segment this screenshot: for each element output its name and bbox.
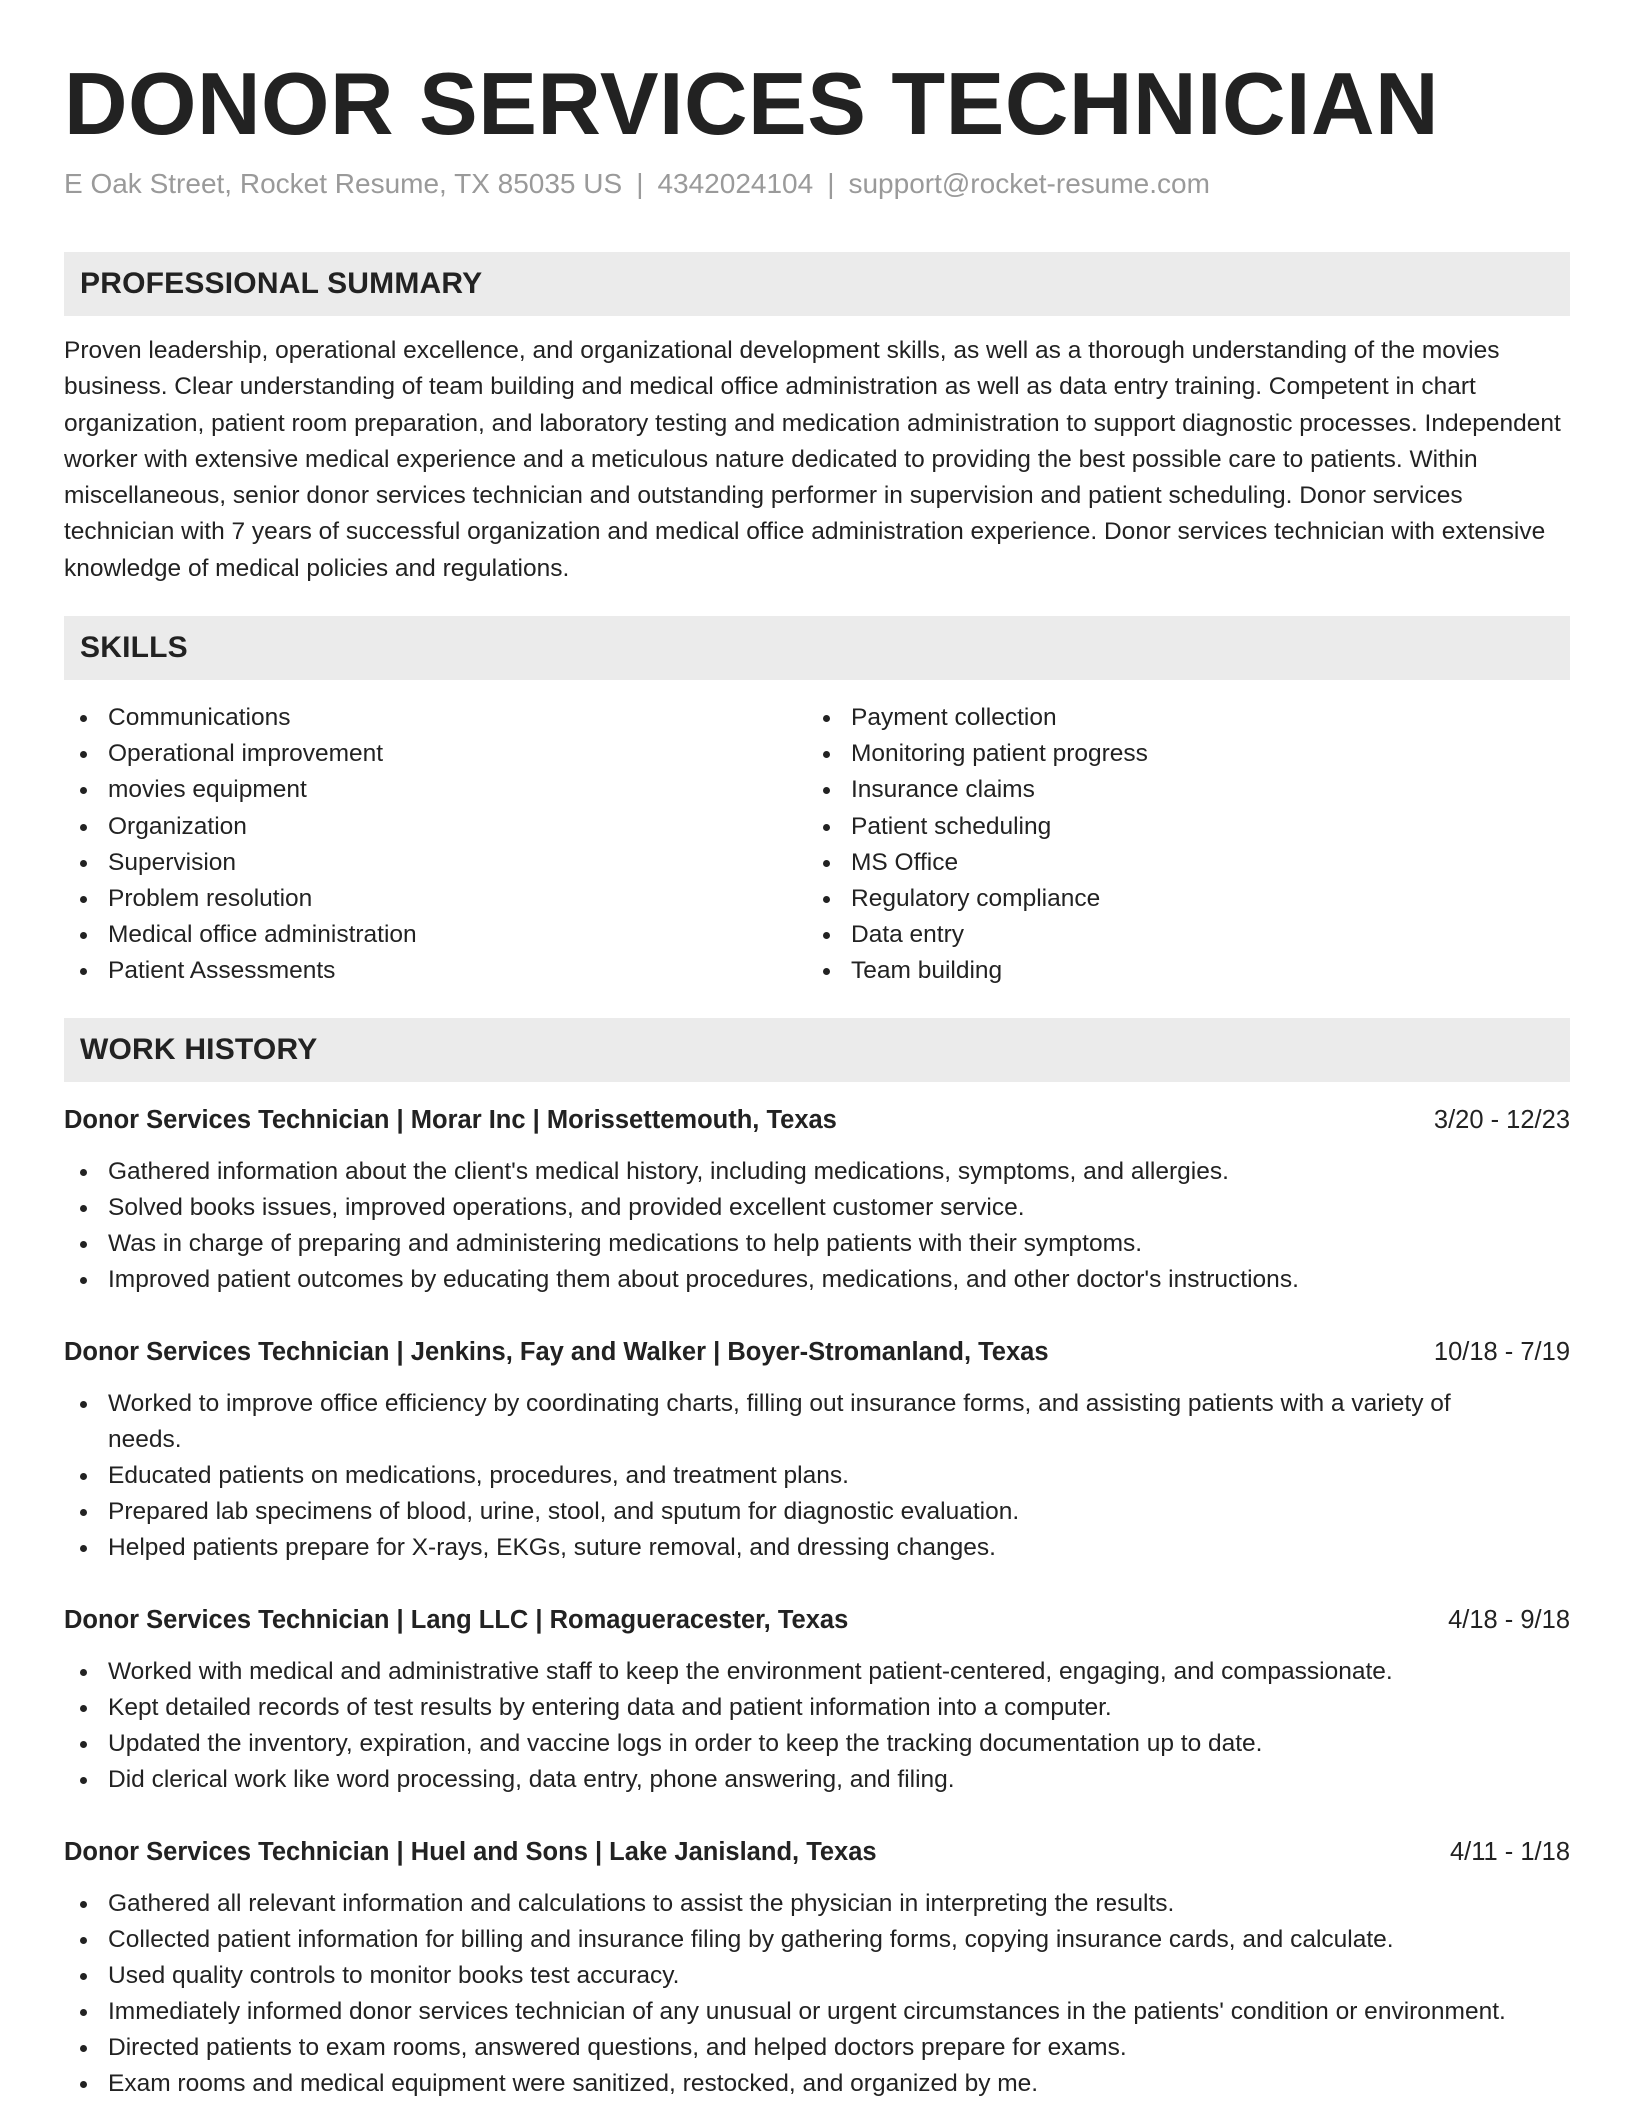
skill-item: Patient Assessments [64, 953, 764, 989]
contact-address: E Oak Street, Rocket Resume, TX 85035 US [64, 168, 623, 199]
contact-separator: | [636, 168, 644, 199]
job-duties-list [64, 1386, 1570, 1566]
skills-list-left [64, 700, 764, 990]
job-title: Donor Services Technician | Morar Inc | Morissettemouth, Texas [64, 1106, 837, 1134]
job-duty: Exam rooms and medical equipment were sanitized, restocked, and organized by me. [64, 2066, 1570, 2102]
professional-summary-text: Proven leadership, operational excellence, and organizational development skills, as well as a thorough understanding of the movies business. Clear understanding of team building and medical office administration as well as data entry training. Competent in chart organization, patient room preparation, and laboratory testing and medication administration to support diagnostic processes. Independent worker with extensive medical experience and a meticulous nature dedicated to providing the best possible care to patients. Within miscellaneous, senior donor services technician and outstanding performer in supervision and patient scheduling. Donor services technician with 7 years of successful organization and medical office administration experience. Donor services technician with extensive knowledge of medical policies and regulations. [64, 337, 1561, 582]
skill-item: Communications [64, 700, 764, 736]
job-duty: Was in charge of preparing and administering medications to help patients with their symptoms. [64, 1226, 1570, 1262]
job-dates: 4/18 - 9/18 [1448, 1606, 1570, 1634]
skills-list-right [807, 700, 1507, 990]
job-duty: Helped patients prepare for X-rays, EKGs, suture removal, and dressing changes. [64, 1530, 1570, 1566]
skill-item: Patient scheduling [807, 809, 1507, 845]
job-duties-list [64, 1654, 1570, 1798]
job-duty: Collected patient information for billing and insurance filing by gathering forms, copying insurance cards, and calculate. [64, 1922, 1570, 1958]
skill-item: Operational improvement [64, 736, 764, 772]
skill-item: Insurance claims [807, 772, 1507, 808]
skill-item: Medical office administration [64, 917, 764, 953]
job-duty: Solved books issues, improved operations, and provided excellent customer service. [64, 1190, 1570, 1226]
skill-item: Supervision [64, 845, 764, 881]
contact-email: support@rocket-resume.com [848, 168, 1210, 199]
section-header-work-history [64, 1018, 1570, 1082]
job-duty: Used quality controls to monitor books test accuracy. [64, 1958, 1570, 1994]
skill-item: MS Office [807, 845, 1507, 881]
section-title-summary: PROFESSIONAL SUMMARY [80, 267, 483, 300]
job-duty: Prepared lab specimens of blood, urine, stool, and sputum for diagnostic evaluation. [64, 1494, 1570, 1530]
skill-item: movies equipment [64, 772, 764, 808]
job-duty: Updated the inventory, expiration, and vaccine logs in order to keep the tracking documentation up to date. [64, 1726, 1570, 1762]
job-dates: 10/18 - 7/19 [1433, 1338, 1570, 1366]
contact-separator: | [827, 168, 835, 199]
skill-item: Problem resolution [64, 881, 764, 917]
skill-item: Organization [64, 809, 764, 845]
job-duty: Gathered information about the client's medical history, including medications, symptoms, and allergies. [64, 1154, 1570, 1190]
section-header-summary [64, 252, 1570, 316]
skill-item: Data entry [807, 917, 1507, 953]
section-header-skills [64, 616, 1570, 680]
job-duty: Educated patients on medications, procedures, and treatment plans. [64, 1458, 1570, 1494]
section-title-skills: SKILLS [80, 631, 188, 664]
job-dates: 3/20 - 12/23 [1433, 1106, 1570, 1134]
job-duty: Improved patient outcomes by educating them about procedures, medications, and other doctor's instructions. [64, 1262, 1570, 1298]
skill-item: Regulatory compliance [807, 881, 1507, 917]
section-title-work-history: WORK HISTORY [80, 1033, 318, 1066]
job-title: Donor Services Technician | Huel and Sons | Lake Janisland, Texas [64, 1838, 877, 1866]
candidate-name: DONOR SERVICES TECHNICIAN [64, 54, 1440, 153]
contact-phone: 4342024104 [657, 168, 814, 199]
job-title: Donor Services Technician | Lang LLC | Romagueracester, Texas [64, 1606, 849, 1634]
job-duty: Immediately informed donor services technician of any unusual or urgent circumstances in the patients' condition or environment. [64, 1994, 1570, 2030]
job-duties-list [64, 1154, 1570, 1298]
skill-item: Team building [807, 953, 1507, 989]
job-duties-list [64, 1886, 1570, 2102]
job-dates: 4/11 - 1/18 [1449, 1838, 1570, 1866]
job-title: Donor Services Technician | Jenkins, Fay and Walker | Boyer-Stromanland, Texas [64, 1338, 1049, 1366]
contact-line [64, 166, 1210, 202]
job-duty: Worked to improve office efficiency by coordinating charts, filling out insurance forms, and assisting patients with a variety of needs. [64, 1386, 1570, 1458]
job-duty: Kept detailed records of test results by entering data and patient information into a computer. [64, 1690, 1570, 1726]
job-duty: Gathered all relevant information and calculations to assist the physician in interpreting the results. [64, 1886, 1570, 1922]
job-duty: Worked with medical and administrative staff to keep the environment patient-centered, engaging, and compassionate. [64, 1654, 1570, 1690]
job-duty: Did clerical work like word processing, data entry, phone answering, and filing. [64, 1762, 1570, 1798]
skill-item: Payment collection [807, 700, 1507, 736]
skill-item: Monitoring patient progress [807, 736, 1507, 772]
job-duty: Directed patients to exam rooms, answered questions, and helped doctors prepare for exams. [64, 2030, 1570, 2066]
